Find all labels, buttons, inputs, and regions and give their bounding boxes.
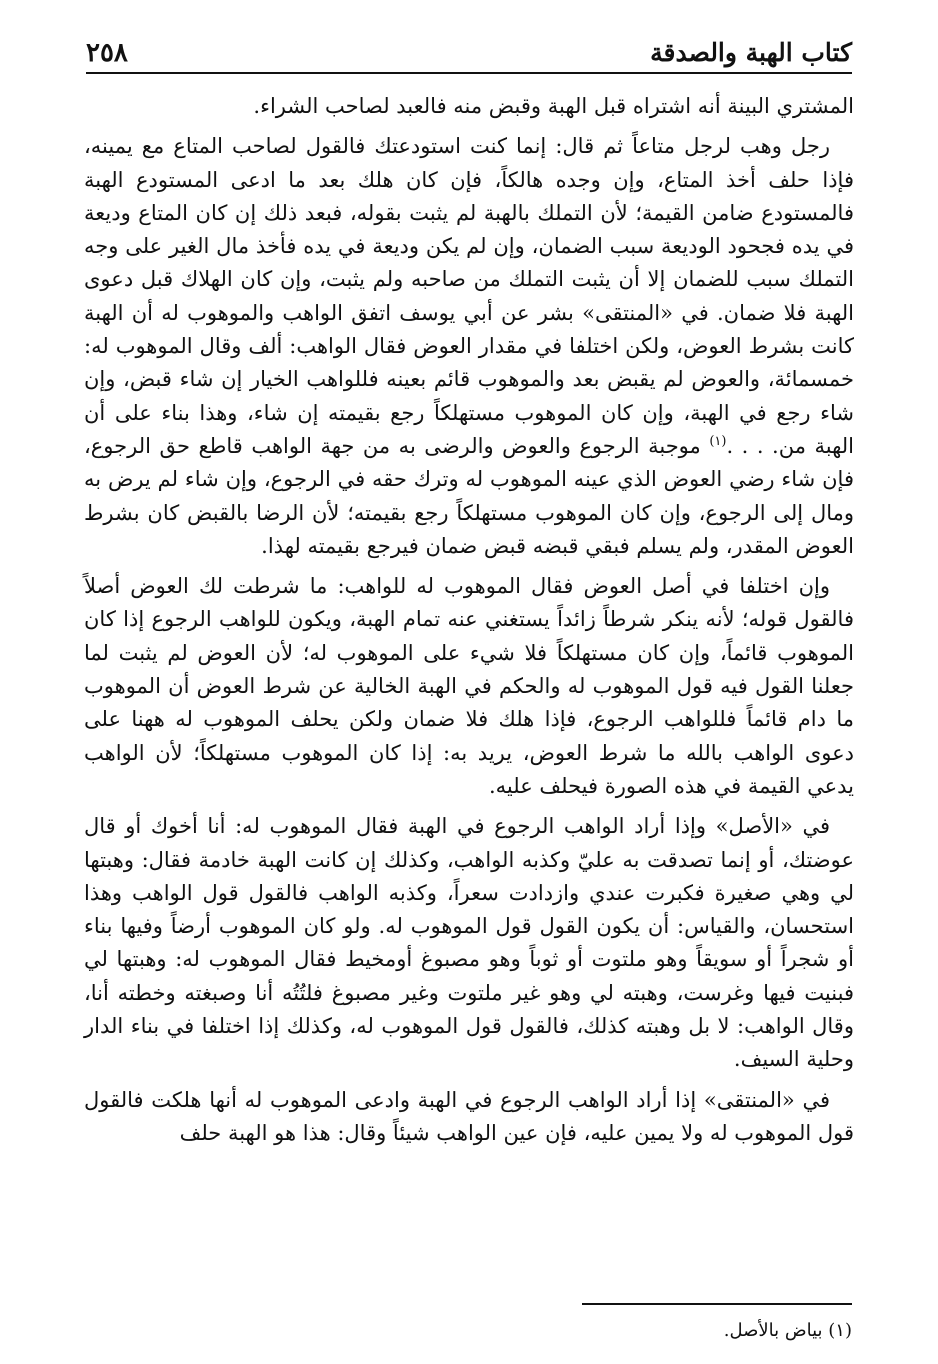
paragraph-2-continuation: موجبة الرجوع والعوض والرضى به من جهة الواهب قاطع حق الرجوع، فإن شاء رضي العوض الذي عينه الموهوب له وترك حقه في الرجوع، وإن شاء لم يرض به ومال إلى الرجوع، وإن كان الموهوب مستهلكاً رجع بقيمته؛ لأن الرضا بالقبض كان بشرط العوض المقدر، ولم يسلم فبقي قبضه قبض ضمان فيرجع بقيمته لهذا. [84, 433, 854, 558]
footnote-text: بياض بالأصل. [723, 1320, 823, 1341]
book-title: كتاب الهبة والصدقة [650, 38, 852, 67]
paragraph-1: المشتري البينة أنه اشتراه قبل الهبة وقبض منه فالعبد لصاحب الشراء. [253, 94, 854, 118]
footnote-marker: (١) [709, 433, 727, 449]
paragraph-2 [84, 130, 854, 563]
paragraph-2-text: رجل وهب لرجل متاعاً ثم قال: إنما كنت استودعتك فالقول لصاحب المتاع مع يمينه، فإذا حلف أخذ المتاع، وإن وجده هالكاً، فإن كان هلك بعد ما ادعى المستودع الهبة فالمستودع ضامن القيمة؛ لأن التملك بالهبة لم يثبت بقوله، فبعد ذلك إن كان المتاع وديعة في يده فجحود الوديعة سبب الضمان، وإن لم يكن وديعة في يده فأخذ مال الغير على وجه التملك سبب للضمان إلا أن يثبت التملك من صاحبه ولم يثبت، وإن كان الهلاك قبل دعوى الهبة فلا ضمان. في «المنتقى» بشر عن أبي يوسف اتفق الواهب والموهوب له أن الهبة كانت بشرط العوض، ولكن اختلفا في مقدار العوض فقال الواهب: ألف وقال الموهوب له: خمسمائة، والعوض لم يقبض بعد والموهوب قائم بعينه فللواهب الخيار إن شاء قبض، وإن شاء رجع في الهبة، وإن كان الموهوب مستهلكاً رجع بقيمته إن شاء، وهذا بناء على أن الهبة من. . . . [84, 134, 854, 458]
paragraph-4: في «الأصل» وإذا أراد الواهب الرجوع في الهبة فقال الموهوب له: أنا أخوك أو قال عوضتك، أو إنما تصدقت به عليّ وكذبه الواهب، وكذلك إن كانت الهبة خادمة فقال: وهبتها لي وهي صغيرة فكبرت عندي وازدادت سعراً، وكذبه الواهب فالقول قول الواهب وهذا استحسان، والقياس: أن يكون القول قول الموهوب له. ولو كان الموهوب أرضاً وفيها بناء أو شجراً أو سويقاً وهو ملتوت أو ثوباً وهو مصبوغ أومخيط فقال الموهوب له: وهبتها لي فبنيت فيها وغرست، وهبته لي وهو غير ملتوت وغير مصبوغ فلتُتُه أنا وصبغته وخطته أنا، وقال الواهب: لا بل وهبته كذلك، فالقول قول الموهوب له، وكذلك إذا اختلفا في بناء الدار وحلية السيف. [84, 814, 854, 1072]
paragraph-3: وإن اختلفا في أصل العوض فقال الموهوب له للواهب: ما شرطت لك العوض أصلاً فالقول قوله؛ لأنه ينكر شرطاً زائداً يستغني عنه تمام الهبة، ويكون للواهب الرجوع إذا كان الموهوب قائماً، وإن كان مستهلكاً فلا شيء على الموهوب له؛ لأن العوض لم يثبت لما جعلنا القول فيه قول الموهوب له والحكم في الهبة الخالية عن شرط العوض أن الموهوب ما دام قائماً فللواهب الرجوع، فإذا هلك فلا ضمان ولكن يحلف الموهوب له ههنا على دعوى الواهب بالله ما شرط العوض، يريد به: إذا كان الموهوب مستهلكاً؛ لأن الواهب يدعي القيمة في هذه الصورة فيحلف عليه. [84, 574, 854, 798]
footnote-divider [582, 1303, 852, 1305]
page-number: ٢٥٨ [86, 38, 128, 68]
page-header [86, 28, 852, 74]
paragraph-5: في «المنتقى» إذا أراد الواهب الرجوع في الهبة وادعى الموهوب له أنها هلكت فالقول قول الموهوب له ولا يمين عليه، فإن عين الواهب شيئاً وقال: هذا هو الهبة حلف [84, 1087, 854, 1145]
main-text [84, 90, 854, 1157]
footnote [86, 1318, 852, 1344]
footnote-number: (١) [828, 1320, 852, 1341]
